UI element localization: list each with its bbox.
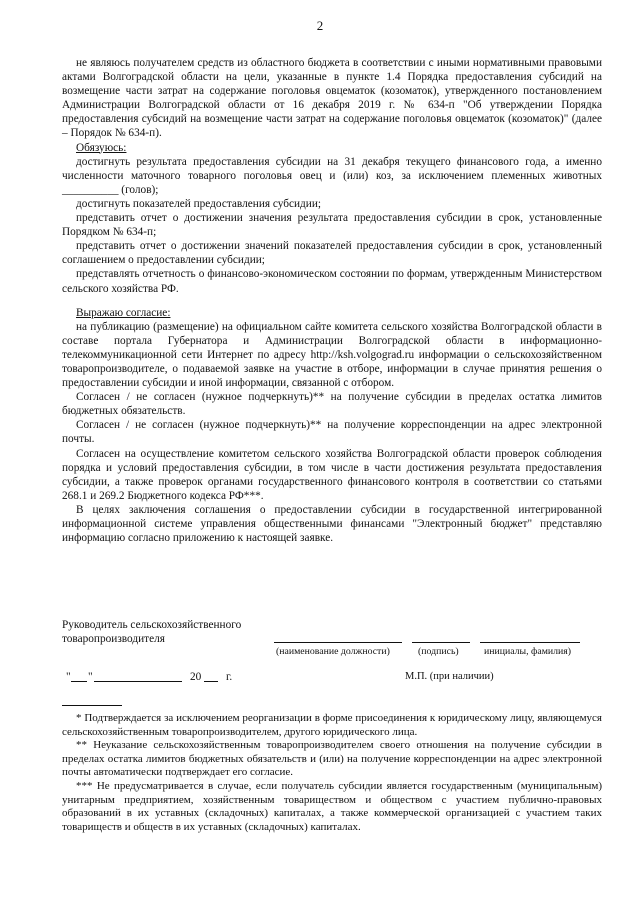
caption-position: (наименование должности): [276, 646, 390, 657]
name-line: [480, 642, 580, 643]
year-blank: [204, 670, 218, 686]
body-paragraph: достигнуть показателей предоставления субсидии;: [76, 197, 322, 210]
signature-line: [412, 642, 470, 643]
caption-name: инициалы, фамилия): [484, 646, 572, 657]
footnote: * Подтверждается за исключением реорганизации в форме присоединения к юридическому лицу, являющемуся сельскохозяйственным товаропроизводителем, другого юридического лица.: [62, 712, 602, 738]
section-heading: Обязуюсь:: [76, 141, 127, 154]
day-blank: [71, 670, 87, 686]
signature-block: [62, 618, 602, 657]
body-paragraph: не являюсь получателем средств из областного бюджета в соответствии с иными нормативными правовыми актами Волгоградской области на цели, указанные в пункте 1.4 Порядка предоставления субсидий на возмещение части затрат на содержание поголовья овцематок (козоматок), утвержденного постановлением Администрации Волгоградской области от 16 декабря 2019 г. № 634-п "Об утверждении Порядка предоставления субсидий на возмещение части затрат на содержание поголовья овцематок (козоматок)" (далее – Порядок № 634-п).: [62, 57, 602, 140]
footnote: ** Неуказание сельскохозяйственным товаропроизводителем своего отношения на получение субсидии в пределах остатка лимитов бюджетных обязательств и (или) на получение корреспонденции на адрес электронной почты автоматически подтверждает его согласие.: [62, 739, 602, 779]
section-heading: Выражаю согласие:: [76, 306, 171, 319]
signer-role-line-1: Руководитель сельскохозяйственного: [62, 619, 242, 631]
application-body: [62, 56, 602, 545]
body-paragraph: Согласен / не согласен (нужное подчеркнуть)** на получение субсидии в пределах остатка лимитов бюджетных обязательств.: [62, 391, 602, 418]
paragraph-gap: [62, 296, 602, 306]
signature-lines: [272, 634, 602, 664]
stamp-place: М.П. (при наличии): [405, 671, 494, 682]
body-paragraph: Согласен / не согласен (нужное подчеркнуть)** на получение корреспонденции на адрес электронной почты.: [62, 419, 602, 446]
body-paragraph: представлять отчетность о финансово-экономическом состоянии по формам, утвержденным Министерством сельского хозяйства РФ.: [62, 268, 602, 295]
footnotes: [62, 712, 602, 834]
footnote: *** Не предусматривается в случае, если получатель субсидии является государственным (муниципальным) унитарным предприятием, хозяйственным товариществом и обществом с участием публично-правовых образований в их уставных (складочных) капиталах, а также коммерческой организацией с участием таких товариществ и обществ в их уставных (складочных) капиталах.: [62, 779, 602, 833]
body-paragraph: представить отчет о достижении значения результата предоставления субсидии в срок, установленные Порядком № 634-п;: [62, 212, 602, 239]
body-paragraph: на публикацию (размещение) на официальном сайте комитета сельского хозяйства Волгоградской области в составе портала Губернатора и Администрации Волгоградской области в информационно-телекоммуникационной сети Интернет по адресу http://ksh.volgograd.ru информации о сельскохозяйственном товаропроизводителе, о подаваемой заявке на участие в отборе, информации в случае принятия решения о предоставлении субсидии и иной информации, связанной с отбором.: [62, 320, 602, 390]
body-paragraph: достигнуть результата предоставления субсидии на 31 декабря текущего финансового года, а именно численности маточного товарного поголовья овец и (или) коз, за исключением племенных животных __________ (голов);: [62, 155, 602, 196]
quote-close: ": [88, 671, 93, 683]
year-prefix: 20: [190, 671, 202, 683]
body-paragraph: Согласен на осуществление комитетом сельского хозяйства Волгоградской области проверок соблюдения порядка и условий предоставления субсидии, в том числе в части достижения результата предоставления субсидии, а также проверок органами государственного финансового контроля в соответствии со статьями 268.1 и 269.2 Бюджетного кодекса РФ***.: [62, 447, 602, 502]
footnote-divider: [62, 705, 122, 706]
caption-signature: (подпись): [418, 646, 459, 657]
position-line: [274, 642, 402, 643]
year-suffix: г.: [226, 671, 233, 683]
quote-open: ": [66, 671, 71, 683]
body-paragraph: В целях заключения соглашения о предоставлении субсидии в государственной интегрированной информационной системе управления общественными финансами "Электронный бюджет" представляю информацию согласно приложению к настоящей заявке.: [62, 503, 602, 545]
page-number: 2: [316, 18, 324, 33]
body-paragraph: представить отчет о достижении значений показателей предоставления субсидии в срок, установленный соглашением о предоставлении субсидии;: [62, 240, 602, 267]
signer-role-line-2: товаропроизводителя: [62, 633, 165, 645]
month-blank: [94, 670, 182, 686]
